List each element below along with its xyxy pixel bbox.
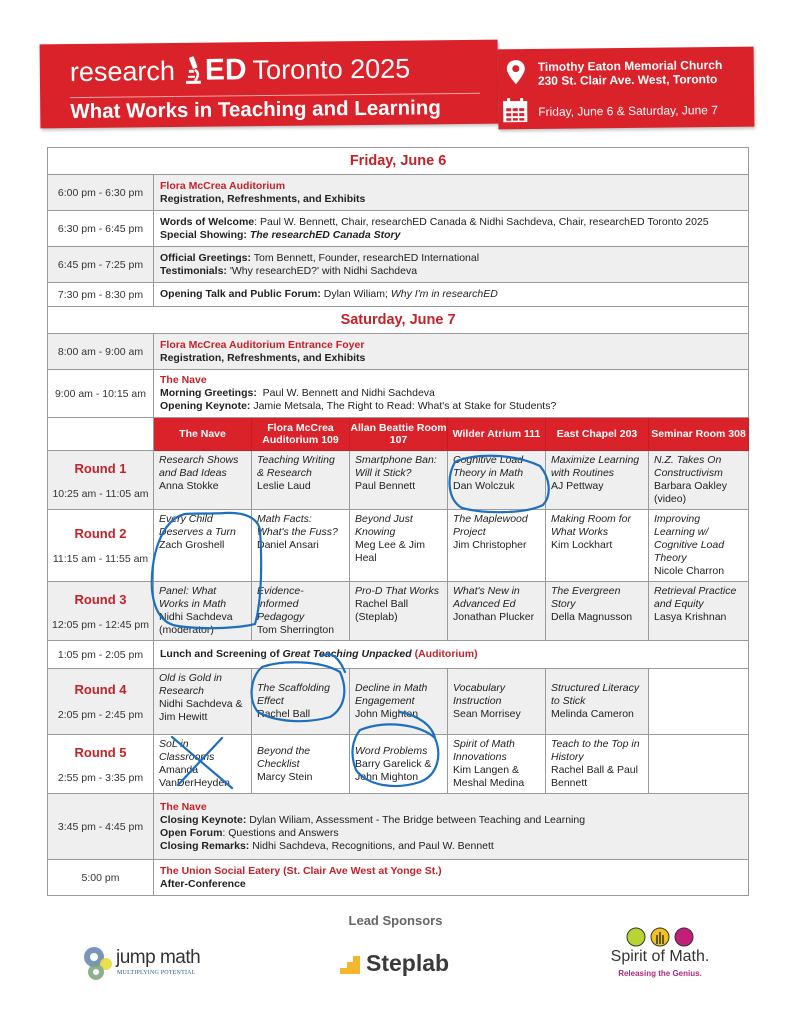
session-title: Panel: What Works in Math xyxy=(159,585,227,610)
session-speaker: Nicole Charron xyxy=(654,565,725,577)
event-line xyxy=(160,827,742,840)
event-line xyxy=(160,840,742,853)
spirit-of-math-logo xyxy=(600,927,720,987)
session-title: Spirit of Math Innovations xyxy=(453,738,515,763)
session-title: Retrieval Practice and Equity xyxy=(654,585,737,610)
session-speaker: Rachel Ball (Steplab) xyxy=(355,598,409,623)
event-line xyxy=(160,216,742,229)
calendar-icon xyxy=(502,97,528,123)
room-header-blank xyxy=(48,418,154,451)
session-speaker: Barbara Oakley (video) xyxy=(654,480,727,505)
session-cell xyxy=(448,669,546,735)
event-description xyxy=(154,794,749,860)
line-text: Jamie Metsala, The Right to Read: What's at Stake for Students? xyxy=(250,400,557,412)
session-cell xyxy=(448,735,546,794)
round-label xyxy=(48,451,154,510)
session-title: Teach to the Top in History xyxy=(551,738,640,763)
session-title: Old is Gold in Research xyxy=(159,672,223,697)
session-cell xyxy=(546,735,649,794)
session-cell xyxy=(154,582,252,641)
time-slot: 1:05 pm - 2:05 pm xyxy=(48,641,154,669)
session-speaker: Amanda VanDerHeyden xyxy=(159,764,231,789)
line-label: Opening Talk and Public Forum: xyxy=(160,288,321,300)
session-speaker: AJ Pettway xyxy=(551,480,604,492)
session-title: Every Child Deserves a Turn xyxy=(159,513,236,538)
session-speaker: Dan Wolczuk xyxy=(453,480,515,492)
event-dates: Friday, June 6 & Saturday, June 7 xyxy=(538,103,718,119)
schedule-row xyxy=(48,211,749,247)
session-cell xyxy=(252,510,350,582)
session-title: Teaching Writing & Research xyxy=(257,454,335,479)
session-cell xyxy=(252,582,350,641)
event-line: Registration, Refreshments, and Exhibits xyxy=(160,351,366,364)
line-text: : Paul W. Bennett, Chair, researchED Canada & Nidhi Sachdeva, Chair, researchED Toronto 2025 xyxy=(254,215,709,228)
session-speaker: Marcy Stein xyxy=(257,770,313,783)
session-speaker: Anna Stokke xyxy=(159,480,219,492)
session-speaker: Barry Garelick & John Mighton xyxy=(355,757,432,783)
session-title: SoL in Classrooms xyxy=(159,738,215,763)
time-slot: 6:30 pm - 6:45 pm xyxy=(48,211,154,247)
steplab-logo xyxy=(340,950,460,984)
session-speaker: Zach Groshell xyxy=(159,539,225,551)
event-location: The Nave xyxy=(160,374,207,386)
schedule-row xyxy=(48,175,749,211)
round-name: Round 3 xyxy=(74,591,127,607)
room-header: Seminar Room 308 xyxy=(649,418,749,451)
session-speaker: Jonathan Plucker xyxy=(453,611,535,623)
event-location: The Union Social Eatery (St. Clair Ave West at Yonge St.) xyxy=(160,864,442,877)
time-slot: 7:30 pm - 8:30 pm xyxy=(48,283,154,307)
line-italic: Why I'm in researchED xyxy=(390,288,498,300)
steplab-name: Steplab xyxy=(366,950,450,976)
lunch-film: Great Teaching Unpacked xyxy=(282,648,412,660)
event-line xyxy=(160,400,742,413)
steplab-mark-icon xyxy=(340,956,360,974)
round-label xyxy=(48,669,154,735)
event-description xyxy=(154,370,749,418)
session-speaker: Rachel Ball & Paul Bennett xyxy=(551,764,638,789)
title-city-year: Toronto 2025 xyxy=(252,53,411,85)
session-cell xyxy=(448,510,546,582)
time-slot: 3:45 pm - 4:45 pm xyxy=(48,794,154,860)
round-row xyxy=(48,669,749,735)
session-cell xyxy=(546,582,649,641)
title-ed: ED xyxy=(204,53,247,87)
title-research: research xyxy=(69,55,176,87)
time-slot: 5:00 pm xyxy=(48,860,154,896)
jump-math-name: jump math xyxy=(116,947,201,968)
round-label xyxy=(48,735,154,794)
round-row xyxy=(48,582,749,641)
event-line xyxy=(160,229,742,242)
room-header-row xyxy=(48,418,749,451)
event-description xyxy=(154,211,749,247)
room-header: Wilder Atrium 111 xyxy=(448,418,546,451)
session-speaker: John Mighton xyxy=(355,708,419,720)
line-text: 'Why researchED?' with Nidhi Sachdeva xyxy=(226,264,418,277)
session-speaker: Tom Sherrington xyxy=(257,624,335,636)
session-title: Beyond the Checklist xyxy=(257,744,311,770)
session-title: Research Shows and Bad Ideas xyxy=(159,454,239,479)
session-speaker: Della Magnusson xyxy=(551,611,633,623)
time-slot: 8:00 am - 9:00 am xyxy=(48,334,154,370)
session-speaker: Kim Lockhart xyxy=(551,539,613,551)
room-header: The Nave xyxy=(154,418,252,451)
session-cell xyxy=(448,582,546,641)
session-title: Evidence-Informed Pedagogy xyxy=(257,585,305,623)
schedule-row xyxy=(48,283,749,307)
schedule-row xyxy=(48,247,749,283)
event-line: Registration, Refreshments, and Exhibits xyxy=(160,192,366,205)
event-description xyxy=(154,283,749,307)
round-label xyxy=(48,510,154,582)
session-cell xyxy=(649,451,749,510)
session-title: Math Facts: What's the Fuss? xyxy=(257,513,338,538)
round-row xyxy=(48,510,749,582)
spirit-of-math-circles-icon xyxy=(626,927,694,947)
session-cell xyxy=(350,510,448,582)
event-description xyxy=(154,860,749,896)
line-text: Dylan Wiliam, Assessment - The Bridge between Teaching and Learning xyxy=(246,813,586,826)
venue-name: Timothy Eaton Memorial Church xyxy=(537,57,723,74)
session-speaker: Daniel Ansari xyxy=(257,539,319,551)
session-title: Cognitive Load Theory in Math xyxy=(453,454,524,479)
lunch-text: Lunch and Screening of xyxy=(160,648,283,660)
room-header: Flora McCrea Auditorium 109 xyxy=(252,418,350,451)
session-title: The Maplewood Project xyxy=(453,513,528,538)
line-label: Open Forum xyxy=(160,826,223,839)
venue-block xyxy=(538,58,723,88)
event-location: The Nave xyxy=(160,800,207,813)
schedule-table xyxy=(47,147,749,896)
schedule-row xyxy=(48,794,749,860)
session-cell xyxy=(252,735,350,794)
event-line xyxy=(160,814,742,827)
session-cell xyxy=(350,669,448,735)
session-title: What's New in Advanced Ed xyxy=(453,585,520,610)
session-title: Structured Literacy to Stick xyxy=(551,682,640,707)
spirit-of-math-name: Spirit of Math. xyxy=(610,948,710,965)
session-speaker: Kim Langen & Meshal Medina xyxy=(453,764,525,789)
round-time: 2:05 pm - 2:45 pm xyxy=(57,709,144,721)
spirit-of-math-tagline: Releasing the Genius. xyxy=(618,969,702,978)
session-cell xyxy=(252,451,350,510)
round-name: Round 5 xyxy=(74,744,127,760)
time-slot: 6:00 pm - 6:30 pm xyxy=(48,175,154,211)
session-speaker: Rachel Ball xyxy=(257,708,311,720)
line-label: Official Greetings: xyxy=(160,251,252,264)
line-text: : Questions and Answers xyxy=(222,826,339,839)
location-pin-icon xyxy=(506,59,526,85)
session-cell xyxy=(649,582,749,641)
session-title: The Scaffolding Effect xyxy=(257,682,330,707)
event-location: Flora McCrea Auditorium xyxy=(160,179,286,192)
event-line xyxy=(160,265,742,278)
session-cell-empty xyxy=(649,669,749,735)
session-speaker: Lasya Krishnan xyxy=(654,611,727,623)
line-label: Opening Keynote: xyxy=(160,400,251,412)
jump-math-tagline: MULTIPLYING POTENTIAL xyxy=(117,970,196,976)
session-title: Making Room for What Works xyxy=(551,513,631,538)
line-text: The researchED Canada Story xyxy=(249,228,401,241)
time-slot: 6:45 pm - 7:25 pm xyxy=(48,247,154,283)
session-cell xyxy=(154,451,252,510)
session-title: Word Problems xyxy=(355,744,428,757)
session-title: Smartphone Ban: Will it Stick? xyxy=(355,454,437,479)
event-line xyxy=(160,252,742,265)
sponsors-title: Lead Sponsors xyxy=(348,913,443,928)
session-title: Decline in Math Engagement xyxy=(355,682,428,707)
session-cell xyxy=(649,510,749,582)
day-title: Saturday, June 7 xyxy=(48,307,749,334)
session-title: Maximize Learning with Routines xyxy=(551,454,640,479)
session-title: N.Z. Takes On Constructivism xyxy=(654,454,723,479)
venue-address: 230 St. Clair Ave. West, Toronto xyxy=(537,72,718,88)
event-line: After-Conference xyxy=(160,877,246,890)
line-text: Paul W. Bennett and Nidhi Sachdeva xyxy=(256,387,435,399)
session-cell-empty xyxy=(649,735,749,794)
session-cell xyxy=(448,451,546,510)
round-name: Round 2 xyxy=(74,526,127,541)
round-name: Round 4 xyxy=(74,682,127,697)
line-text: Dylan Wiliam; xyxy=(320,288,391,300)
lunch-location: (Auditorium) xyxy=(411,648,478,660)
session-speaker: Jim Christopher xyxy=(453,539,527,551)
line-text: Tom Bennett, Founder, researchED International xyxy=(251,251,480,264)
event-location: Flora McCrea Auditorium Entrance Foyer xyxy=(160,338,365,351)
session-cell xyxy=(154,510,252,582)
session-cell xyxy=(252,669,350,735)
line-label: Testimonials: xyxy=(160,264,227,277)
session-cell xyxy=(546,510,649,582)
session-cell xyxy=(546,669,649,735)
schedule-row xyxy=(48,641,749,669)
day-header-friday xyxy=(48,148,749,175)
event-description xyxy=(154,175,749,211)
jump-math-mark-icon xyxy=(82,945,116,981)
event-title-banner xyxy=(40,40,499,129)
session-cell xyxy=(546,451,649,510)
event-info-banner xyxy=(498,47,755,130)
jump-math-logo xyxy=(82,943,212,983)
round-row xyxy=(48,735,749,794)
session-title: Vocabulary Instruction xyxy=(453,682,506,707)
session-speaker: Nidhi Sachdeva & Jim Hewitt xyxy=(159,698,243,723)
session-title: Beyond Just Knowing xyxy=(355,513,413,538)
event-title xyxy=(70,48,480,92)
room-header: Allan Beattie Room 107 xyxy=(350,418,448,451)
line-label: Closing Remarks: xyxy=(160,839,250,852)
session-cell xyxy=(154,669,252,735)
line-label: Closing Keynote: xyxy=(160,813,247,826)
schedule-row xyxy=(48,334,749,370)
line-text: Nidhi Sachdeva, Recognitions, and Paul W. Bennett xyxy=(249,839,494,852)
microscope-icon xyxy=(183,56,203,86)
round-time: 2:55 pm - 3:35 pm xyxy=(57,771,144,784)
line-label: Special Showing: xyxy=(160,228,250,241)
round-time: 12:05 pm - 12:45 pm xyxy=(52,618,149,631)
room-header: East Chapel 203 xyxy=(546,418,649,451)
session-speaker: Leslie Laud xyxy=(257,480,311,492)
line-label: Words of Welcome xyxy=(160,215,255,228)
session-title: Improving Learning w/ Cognitive Load Theory xyxy=(654,513,725,564)
session-speaker: Meg Lee & Jim Heal xyxy=(355,539,426,564)
session-title: The Evergreen Story xyxy=(551,585,621,610)
event-subtitle: What Works in Teaching and Learning xyxy=(70,96,441,124)
session-speaker: Paul Bennett xyxy=(355,480,416,492)
day-title: Friday, June 6 xyxy=(48,148,749,175)
round-name: Round 1 xyxy=(74,460,127,476)
session-cell xyxy=(154,735,252,794)
day-header-saturday xyxy=(48,307,749,334)
line-label: Morning Greetings: xyxy=(160,387,257,399)
session-speaker: Sean Morrisey xyxy=(453,708,521,720)
event-description xyxy=(154,247,749,283)
session-speaker: Melinda Cameron xyxy=(551,708,634,720)
session-title: Pro-D That Works xyxy=(355,585,440,597)
session-speaker: Nidhi Sachdeva (moderator) xyxy=(159,611,233,636)
round-time: 11:15 am - 11:55 am xyxy=(52,553,149,565)
session-cell xyxy=(350,582,448,641)
time-slot: 9:00 am - 10:15 am xyxy=(48,370,154,418)
round-label xyxy=(48,582,154,641)
session-cell xyxy=(350,735,448,794)
round-row xyxy=(48,451,749,510)
event-description xyxy=(154,641,749,669)
session-cell xyxy=(350,451,448,510)
schedule-row xyxy=(48,370,749,418)
event-line xyxy=(160,387,742,400)
round-time: 10:25 am - 11:05 am xyxy=(52,487,149,500)
event-description xyxy=(154,334,749,370)
schedule-row xyxy=(48,860,749,896)
